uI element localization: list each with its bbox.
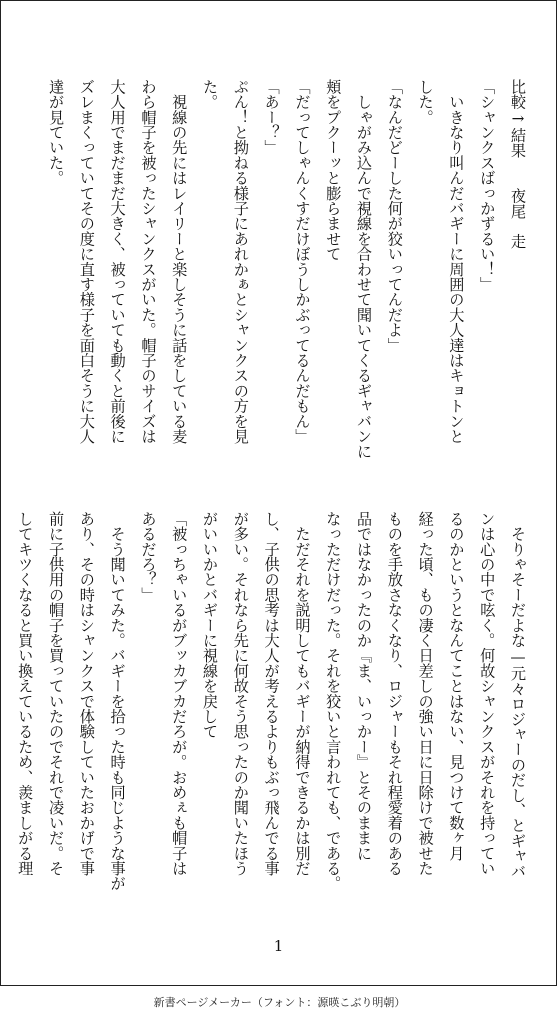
text-line: なっただけだった。それを狡いと言われても、である。 — [324, 511, 343, 891]
text-line: ンは心の中で呟く。何故シャンクスがそれを持ってい — [478, 511, 497, 876]
text-line: わら帽子を被ったシャンクスがいた。帽子のサイズは — [139, 79, 158, 444]
text-line: しゃがみ込んで視線を合わせて聞いてくるギャバンに — [355, 79, 374, 459]
text-line: 視線の先にはレイリーと楽しそうに話をしている麦 — [170, 79, 189, 444]
footer-credit: 新書ページメーカー（フォント：源暎こぶり明朝） — [153, 996, 406, 1009]
text-line: あるだろ？」 — [139, 511, 158, 603]
text-line: がいいかとバギーに視線を戻して — [201, 511, 220, 739]
text-line: した。 — [416, 79, 435, 125]
text-line: 「だってしゃんくすだけぼうしかぶってるんだもん」 — [293, 79, 312, 444]
text-line: 経った頃、もの凄く日差しの強い日に日除けで被せた — [416, 511, 435, 876]
text-line: してキツくなると買い換えているため、羨ましがる理 — [16, 511, 35, 876]
text-block-top — [40, 79, 533, 489]
text-line: 「シャンクスばっかずるい！」 — [478, 79, 497, 292]
text-line: 「あー？」 — [262, 79, 281, 155]
text-line: ぷん！と拗ねる様子にあれかぁとシャンクスの方を見 — [231, 79, 250, 444]
text-line: いきなり叫んだバギーに周囲の大人達はキョトンと — [447, 79, 466, 444]
title-line: 比較→結果 夜尾 走 — [509, 79, 527, 249]
text-line: 大人用でまだまだ大きく、被っていても動くと前後に — [108, 79, 127, 444]
page-number: 1 — [273, 937, 284, 955]
text-line: 品ではなかったのか『ま、いっかー』とそのままに — [355, 511, 374, 861]
text-line: が多い。それなら先に何故そう思ったのか聞いたほう — [231, 511, 250, 876]
text-line: るのかというとなんてことはない、見つけて数ヶ月 — [447, 511, 466, 861]
text-line: 頬をプクーッと膨らませて — [324, 79, 343, 262]
text-line: し、子供の思考は大人が考えるよりもぶっ飛んでる事 — [262, 511, 281, 876]
text-line: ただそれを説明してもバギーが納得できるかは別だ — [293, 511, 312, 876]
text-line: 「なんだどーした何が狡いってんだよ」 — [385, 79, 404, 353]
text-line: 前に子供用の帽子を買っていたのでそれで凌いだ。そ — [47, 511, 66, 876]
text-line: あり、その時はシャンクスで体験していたおかげで事 — [77, 511, 96, 876]
text-line: ものを手放さなくなり、ロジャーもそれ程愛着のある — [385, 511, 404, 876]
text-line: ズレまくっていてその度に直す様子を面白そうに大人 — [77, 79, 96, 444]
text-line: そう聞いてみた。バギーを拾った時も同じような事が — [108, 511, 127, 891]
text-line: 「被っちゃいるがブッカブカだろが。おめぇも帽子は — [170, 511, 189, 876]
text-block-bottom — [9, 511, 533, 921]
text-line: 達が見ていた。 — [47, 79, 66, 186]
text-line: そりゃそーだよな—元々ロジャーのだし、とギャバ — [509, 511, 527, 879]
text-line: た。 — [201, 79, 220, 110]
